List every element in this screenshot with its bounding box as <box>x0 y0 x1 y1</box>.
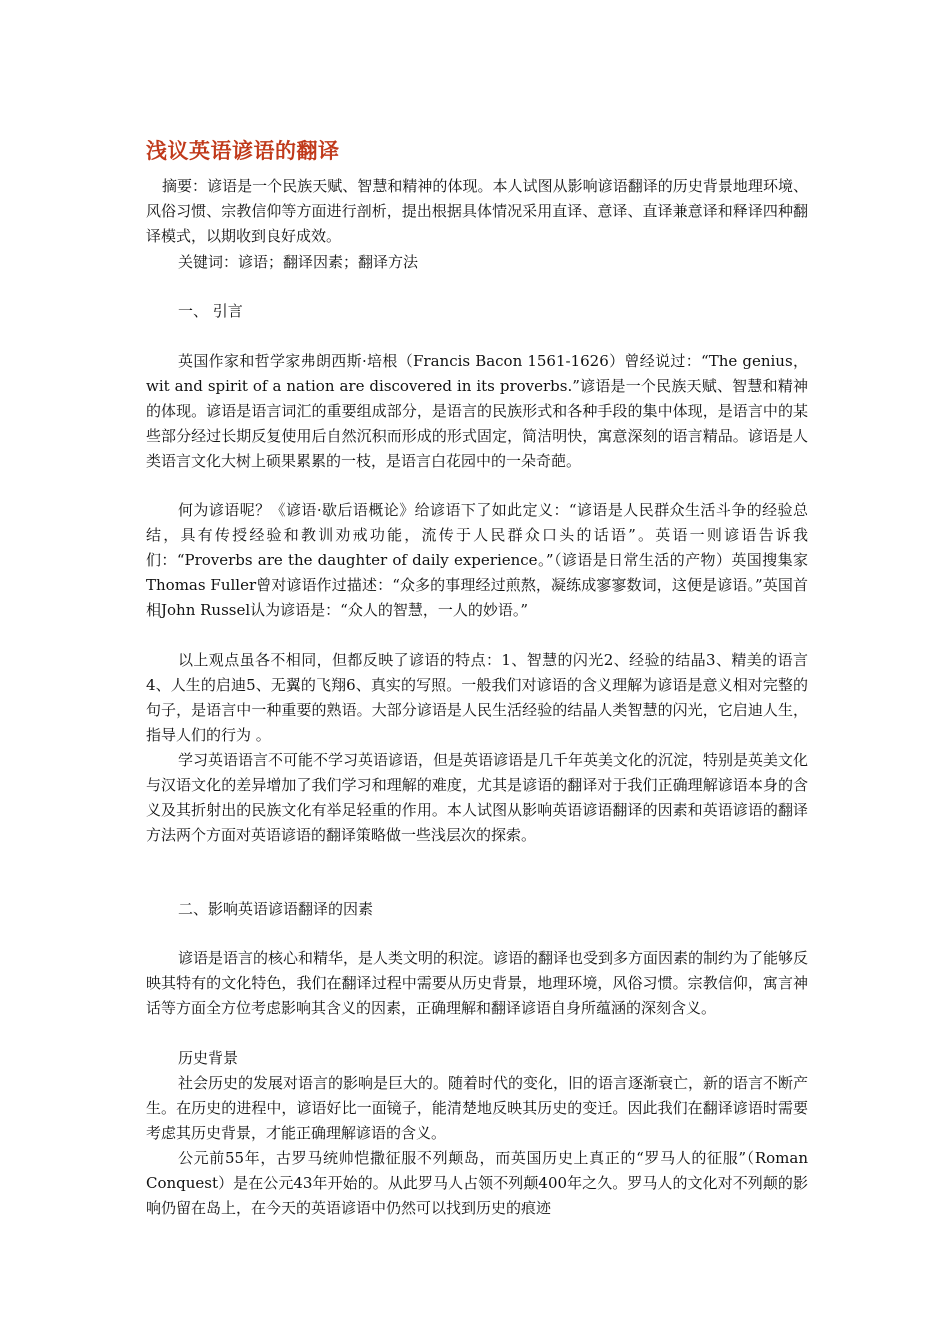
intro-paragraph-2: 何为谚语呢？《谚语·歇后语概论》给谚语下了如此定义：“谚语是人民群众生活斗争的经验总结，具有传授经验和教训劝戒功能，流传于人民群众口头的话语”。英语一则谚语告诉我们：“Proverbs are the daughter of daily experience。”（谚语是日常生活的产物）英国搜集家Thomas Fuller曾对谚语作过描述：“众多的事理经过煎熬，凝练成寥寥数词，这便是谚语。”英国首相John Russel认为谚语是：“众人的智慧，一人的妙语。” <box>146 501 808 619</box>
section-heading-introduction: 一、 引言 <box>178 302 243 320</box>
intro-paragraph-4: 学习英语语言不可能不学习英语谚语，但是英语谚语是几千年英美文化的沉淀，特别是英美文化与汉语文化的差异增加了我们学习和理解的难度，尤其是谚语的翻译对于我们正确理解谚语本身的含义及其折射出的民族文化有举足轻重的作用。本人试图从影响英语谚语翻译的因素和英语谚语的翻译方法两个方面对英语谚语的翻译策略做一些浅层次的探索。 <box>146 751 809 844</box>
subheading-historical-background: 历史背景 <box>178 1049 239 1067</box>
history-paragraph-1: 社会历史的发展对语言的影响是巨大的。随着时代的变化，旧的语言逐渐衰亡，新的语言不断产生。在历史的进程中，谚语好比一面镜子，能清楚地反映其历史的变迁。因此我们在翻译谚语时需要考虑其历史背景，才能正确理解谚语的含义。 <box>146 1074 809 1142</box>
intro-paragraph-1: 英国作家和哲学家弗朗西斯·培根（Francis Bacon 1561-1626）曾经说过：“The genius，wit and spirit of a nation are discovered in its proverbs.”谚语是一个民族天赋、智慧和精神的体现。谚语是语言词汇的重要组成部分，是语言的民族形式和各种手段的集中体现，是语言中的某些部分经过长期反复使用后自然沉积而形成的形式固定，简洁明快，寓意深刻的语言精品。谚语是人类语言文化大树上硕果累累的一枝，是语言白花园中的一朵奇葩。 <box>146 352 808 470</box>
section-heading-factors: 二、影响英语谚语翻译的因素 <box>178 900 374 918</box>
intro-paragraph-3: 以上观点虽各不相同，但都反映了谚语的特点：1、智慧的闪光2、经验的结晶3、精美的语言4、人生的启迪5、无翼的飞翔6、真实的写照。一般我们对谚语的含义理解为谚语是意义相对完整的句子，是语言中一种重要的熟语。大部分谚语是人民生活经验的结晶人类智慧的闪光，它启迪人生，指导人们的行为 。 <box>146 651 808 744</box>
document-title: 浅议英语谚语的翻译 <box>146 138 340 163</box>
factors-paragraph-1: 谚语是语言的核心和精华，是人类文明的积淀。谚语的翻译也受到多方面因素的制约为了能够反映其特有的文化特色，我们在翻译过程中需要从历史背景，地理环境，风俗习惯。宗教信仰，寓言神话等方面全方位考虑影响其含义的因素，正确理解和翻译谚语自身所蕴涵的深刻含义。 <box>146 949 809 1017</box>
history-paragraph-2: 公元前55年，古罗马统帅恺撒征服不列颠岛，而英国历史上真正的“罗马人的征服”（Roman Conquest）是在公元43年开始的。从此罗马人占领不列颠400年之久。罗马人的文化对不列颠的影响仍留在岛上，在今天的英语谚语中仍然可以找到历史的痕迹 <box>146 1149 808 1217</box>
abstract-paragraph: 摘要：谚语是一个民族天赋、智慧和精神的体现。本人试图从影响谚语翻译的历史背景地理环境、风俗习惯、宗教信仰等方面进行剖析，提出根据具体情况采用直译、意译、直译兼意译和释译四种翻译模式，以期收到良好成效。 <box>146 177 808 245</box>
keywords-line: 关键词：谚语；翻译因素；翻译方法 <box>178 253 419 271</box>
